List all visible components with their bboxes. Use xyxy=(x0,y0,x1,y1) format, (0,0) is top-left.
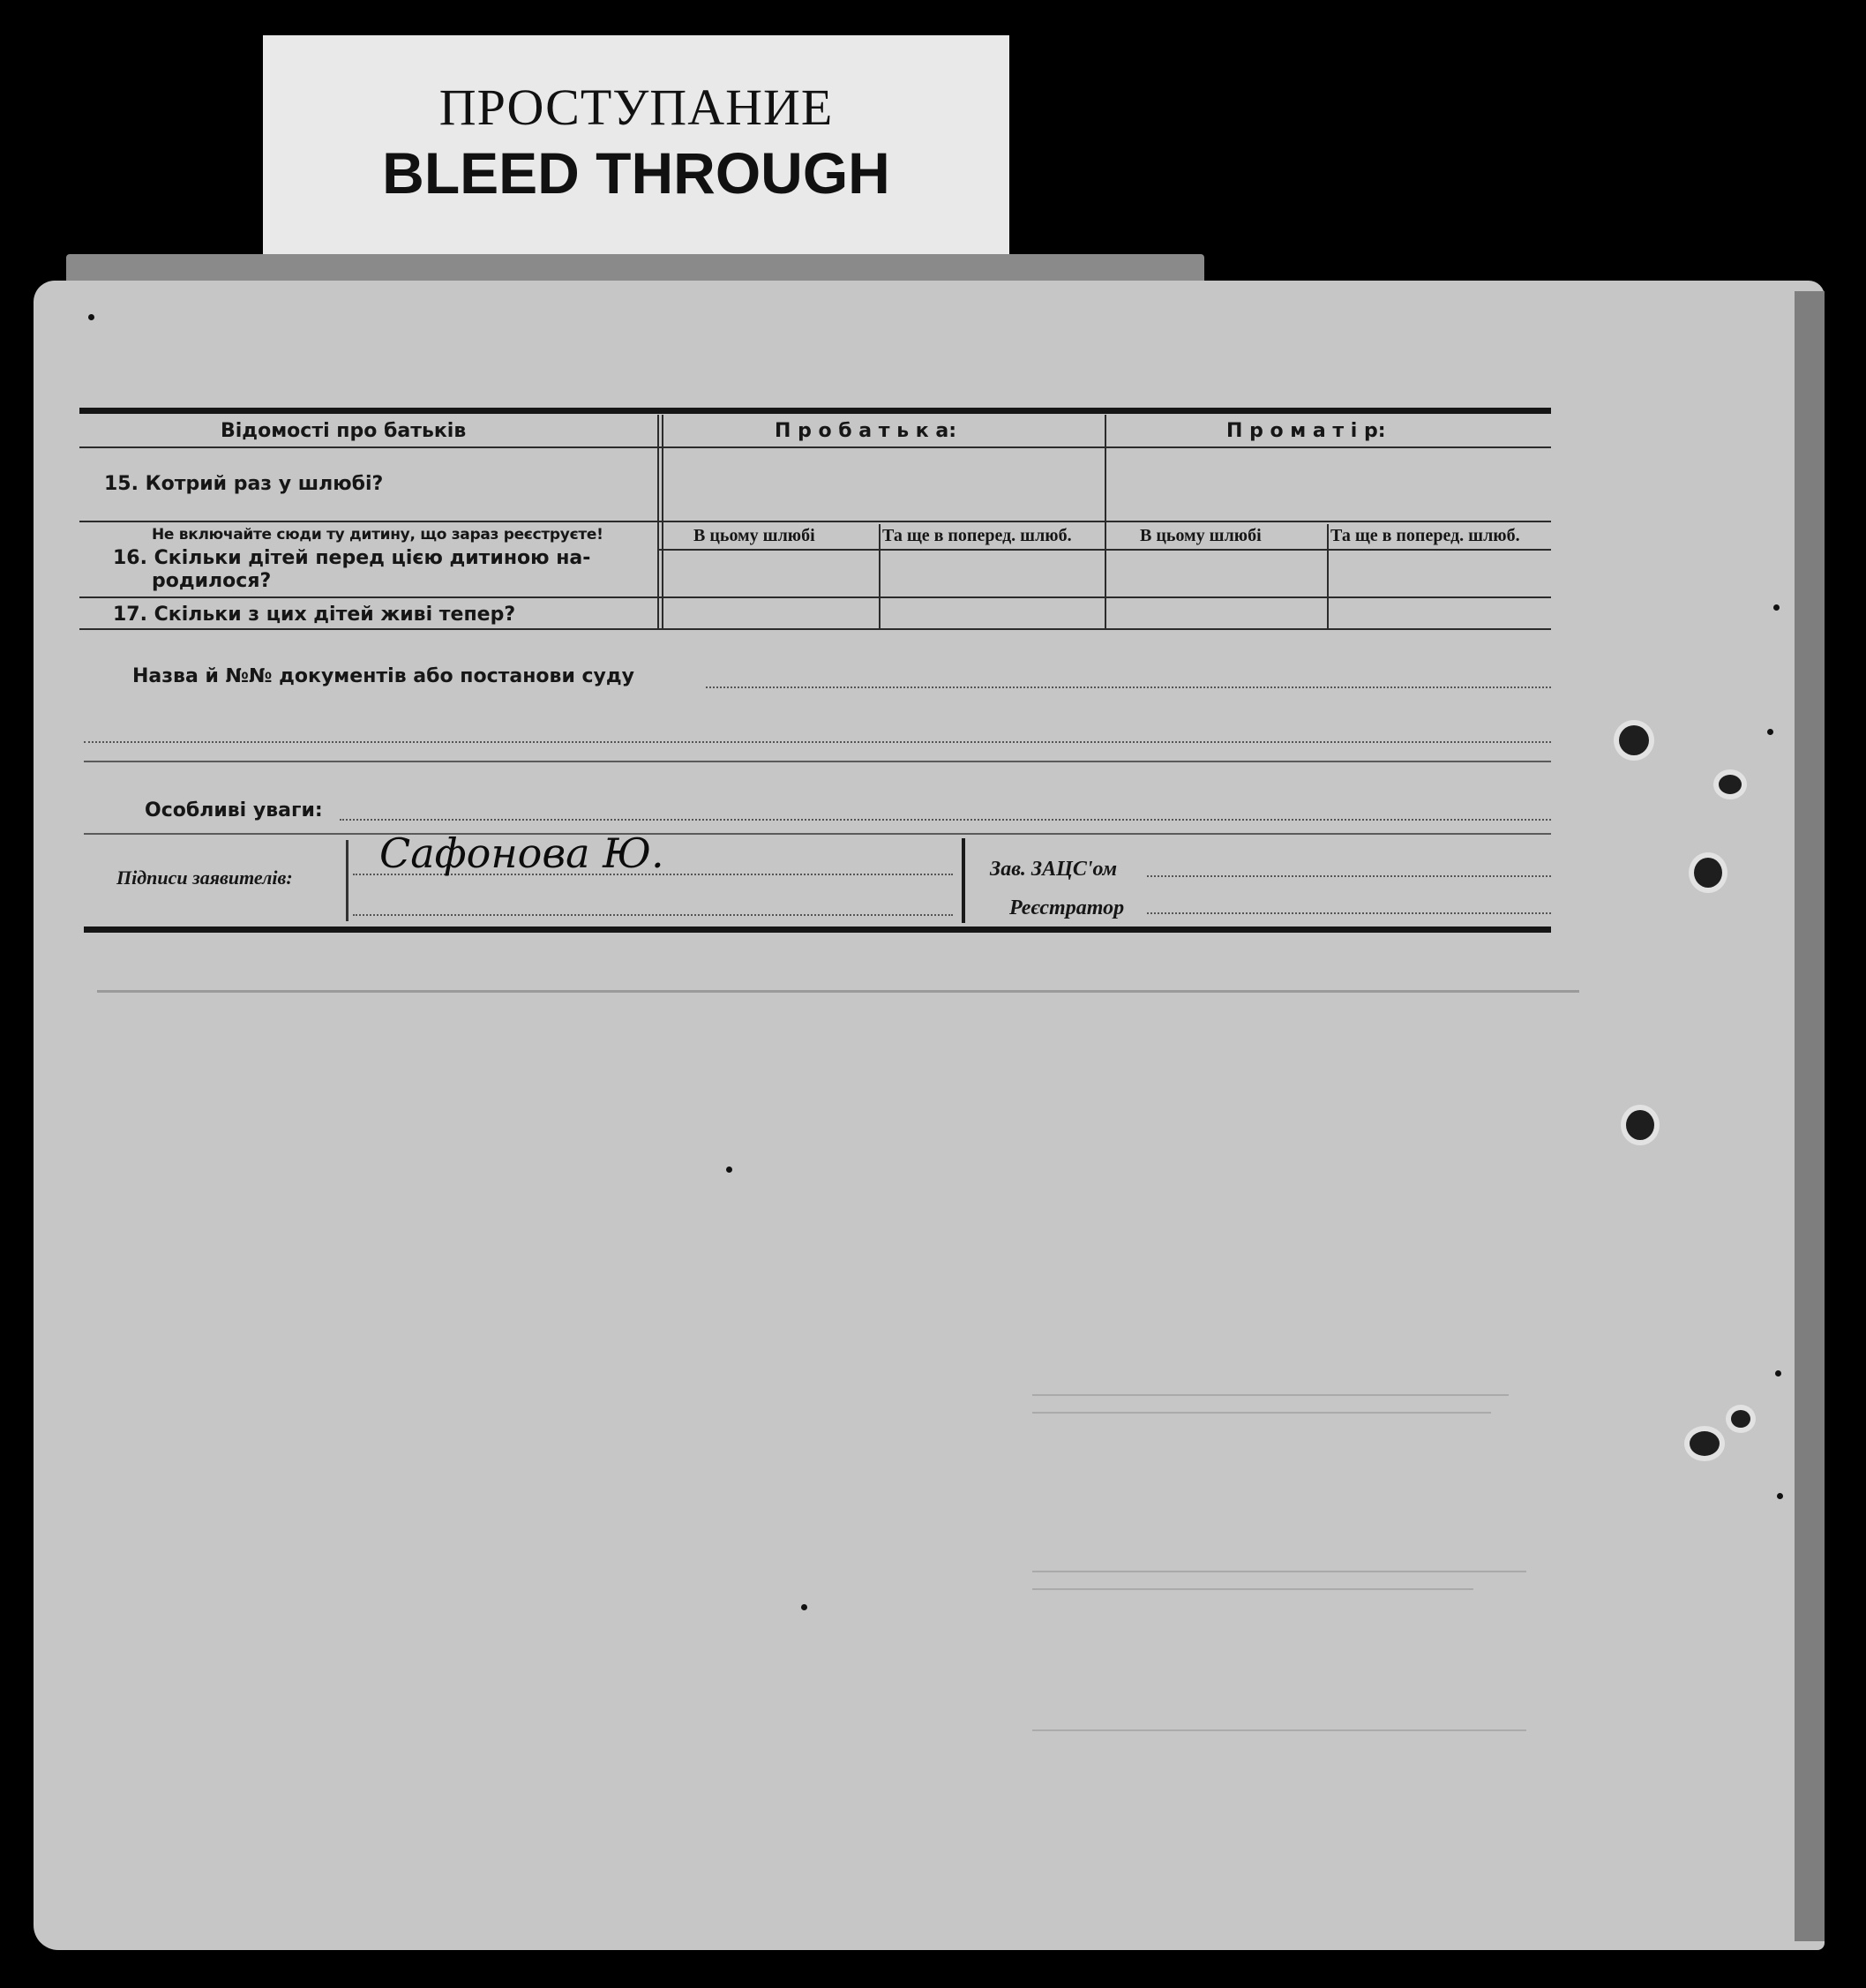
question-15: 15. Котрий раз у шлюбі? xyxy=(104,473,384,495)
header-parents: Відомості про батьків xyxy=(221,420,467,442)
registrar-line xyxy=(1147,912,1551,914)
mother-this-marriage: В цьому шлюбі xyxy=(1140,526,1262,545)
speck xyxy=(801,1604,807,1610)
punch-hole xyxy=(1690,1431,1720,1456)
speck xyxy=(88,314,94,320)
signatures-label: Підписи заявителів: xyxy=(116,866,293,889)
zags-head-line xyxy=(1147,875,1551,877)
row16-bottom-rule xyxy=(79,596,1551,598)
speck xyxy=(1773,604,1780,611)
page-edge xyxy=(1795,291,1825,1941)
documents-line-2 xyxy=(84,741,1551,743)
bleed-through-texture xyxy=(1015,971,1562,1765)
header-mother: П р о м а т і р: xyxy=(1226,420,1386,442)
bleed-through-label xyxy=(263,35,1009,272)
documents-rule xyxy=(84,761,1551,762)
paper-strip xyxy=(66,254,1204,284)
signature-divider xyxy=(962,838,965,923)
label-line-english: BLEED THROUGH xyxy=(382,140,890,206)
table-top-rule xyxy=(79,408,1551,414)
signature-brace xyxy=(346,840,348,921)
documents-line-1 xyxy=(706,686,1551,688)
speck xyxy=(726,1167,732,1173)
col-divider-1 xyxy=(657,415,659,628)
punch-hole xyxy=(1694,858,1722,888)
col-divider-1b xyxy=(662,415,663,628)
remarks-line xyxy=(340,819,1551,821)
signature-line-2 xyxy=(353,914,953,916)
question-17: 17. Скільки з цих дітей живі тепер? xyxy=(113,604,516,626)
punch-hole xyxy=(1719,775,1742,794)
applicant-signature: Сафонова Ю. xyxy=(379,829,664,877)
label-line-russian: ПРОСТУПАНИЕ xyxy=(438,79,834,136)
remarks-label: Особливі уваги: xyxy=(145,799,323,821)
zags-head-label: Зав. ЗАЦС'ом xyxy=(990,858,1118,881)
punch-hole xyxy=(1731,1410,1750,1428)
header-father: П р о б а т ь к а: xyxy=(775,420,956,442)
exclusion-note: Не включайте сюди ту дитину, що зараз реєструєте! xyxy=(152,526,603,544)
question-16-line2: родилося? xyxy=(152,570,272,592)
bleed-through-rule xyxy=(97,990,1579,993)
remarks-rule xyxy=(84,833,1551,835)
father-this-marriage: В цьому шлюбі xyxy=(693,526,815,545)
punch-hole xyxy=(1619,725,1649,755)
mother-prev-marriage: Та ще в поперед. шлюб. xyxy=(1330,526,1520,545)
row15-bottom-rule xyxy=(79,521,1551,522)
col-divider-2 xyxy=(879,524,881,628)
header-bottom-rule xyxy=(79,446,1551,448)
punch-hole xyxy=(1626,1110,1654,1140)
row17-bottom-rule xyxy=(79,628,1551,630)
speck xyxy=(1775,1370,1781,1377)
documents-label: Назва й №№ документів або постанови суду xyxy=(132,665,635,687)
father-prev-marriage: Та ще в поперед. шлюб. xyxy=(882,526,1072,545)
table-bottom-rule xyxy=(84,926,1551,933)
col-divider-4 xyxy=(1327,524,1329,628)
registrar-label: Реєстратор xyxy=(1009,896,1125,919)
speck xyxy=(1767,729,1773,735)
question-16-line1: 16. Скільки дітей перед цією дитиною на- xyxy=(113,547,591,569)
speck xyxy=(1777,1493,1783,1499)
col-divider-3 xyxy=(1105,415,1106,628)
